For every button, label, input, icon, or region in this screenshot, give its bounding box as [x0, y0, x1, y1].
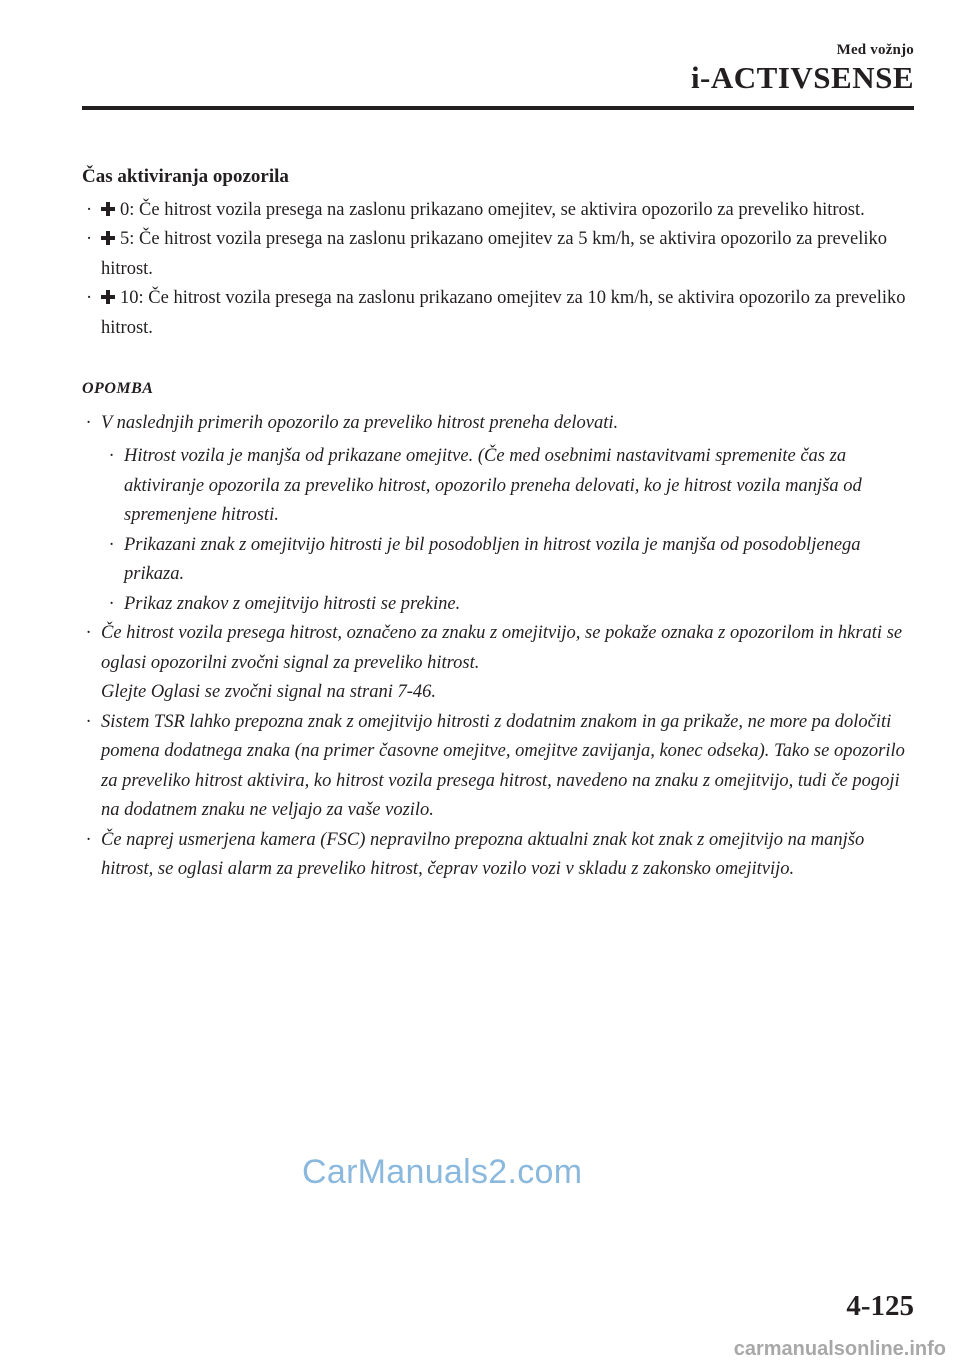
bullet: ·: [86, 711, 91, 732]
section-label: Med vožnjo: [836, 42, 914, 58]
bullet: ·: [109, 446, 114, 466]
note-block: [82, 409, 916, 885]
timing-item-text: 0: Če hitrost vozila presega na zaslonu prikazano omejitev, se aktivira opozorilo za preveliko hitrost.: [120, 199, 865, 220]
chapter-title: i-ACTIVSENSE: [690, 60, 914, 95]
page-content: [82, 162, 916, 885]
bullet: ·: [109, 593, 114, 614]
timing-item-text: 10: Če hitrost vozila presega na zaslonu prikazano omejitev za 10 km/h, se aktivira opozorilo za preveliko hitrost.: [101, 288, 906, 338]
note-item-text: V naslednjih primerih opozorilo za preveliko hitrost preneha delovati.: [101, 412, 619, 433]
section-heading: Čas aktiviranja opozorila: [82, 166, 289, 187]
bullet: ·: [109, 534, 114, 555]
timing-item-text: 5: Če hitrost vozila presega na zaslonu prikazano omejitev za 5 km/h, se aktivira opozorilo za preveliko hitrost.: [101, 229, 887, 279]
note-sub-item: [82, 590, 916, 620]
plus-icon: [101, 290, 115, 304]
bullet: ·: [86, 829, 91, 850]
note-sub-item-text: Hitrost vozila je manjša od prikazane omejitve. (Če med osebnimi nastavitvami spremenite čas za aktiviranje opozorila za preveliko hitrost, opozorilo preneha delovati, ko je hitrost vozila manjša od spremenjene hitrosti.: [124, 446, 862, 525]
bullet: ·: [86, 623, 91, 643]
note-sub-item: [82, 442, 916, 531]
note-item-text: Če naprej usmerjena kamera (FSC) nepravilno prepozna aktualni znak kot znak z omejitvijo na manjšo hitrost, se oglasi alarm za preveliko hitrost, čeprav vozilo vozi v skladu z zakonsko omejitvijo.: [101, 829, 865, 879]
watermark: CarManuals2.com: [302, 1153, 583, 1191]
note-sub-item-text: Prikaz znakov z omejitvijo hitrosti se prekine.: [124, 593, 461, 614]
bullet: ·: [86, 199, 93, 220]
note-item: [82, 708, 916, 826]
header-rule: [82, 106, 914, 110]
timing-item: [82, 225, 916, 284]
bullet: ·: [86, 229, 93, 249]
timing-item: [82, 196, 916, 226]
note-item: [82, 619, 916, 708]
note-item: [82, 409, 916, 439]
note-item-text: Sistem TSR lahko prepozna znak z omejitvijo hitrosti z dodatnim znakom in ga prikaže, ne more pa določiti pomena dodatnega znaka (na primer časovne omejitve, omejitve zavijanja, konec odseka). Tako se opozorilo za preveliko hitrost aktivira, ko hitrost vozila presega hitrost, navedeno na znaku z omejitvijo, tudi če pogoji na dodatnem znaku ne veljajo za vaše vozilo.: [101, 711, 905, 820]
note-item-text: Če hitrost vozila presega hitrost, označeno za znaku z omejitvijo, se pokaže oznaka z opozorilom in hkrati se oglasi opozorilni zvočni signal za preveliko hitrost.: [101, 623, 903, 673]
plus-icon: [101, 231, 115, 245]
note-sub-item: [82, 531, 916, 590]
cross-reference: Glejte Oglasi se zvočni signal na strani 7-46.: [101, 682, 437, 702]
note-sub-item-text: Prikazani znak z omejitvijo hitrosti je bil posodobljen in hitrost vozila je manjša od posodobljenega prikaza.: [124, 534, 861, 584]
page-number: 4-125: [846, 1290, 914, 1322]
bullet: ·: [86, 412, 91, 433]
footer-link[interactable]: carmanualsonline.info: [733, 1338, 946, 1360]
note-title: OPOMBA: [82, 380, 154, 397]
timing-item: [82, 284, 916, 343]
note-item: [82, 826, 916, 885]
bullet: ·: [86, 288, 93, 308]
plus-icon: [101, 202, 115, 216]
